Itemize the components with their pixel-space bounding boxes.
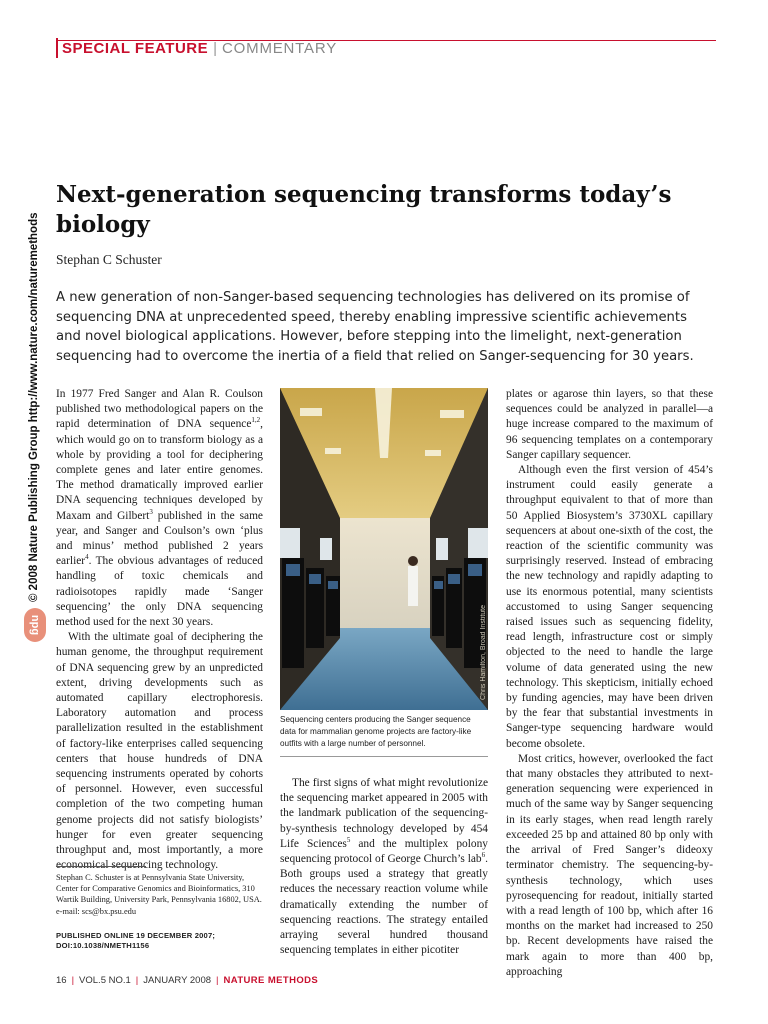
- article-abstract: A new generation of non-Sanger-based sequencing technologies has delivered on its promise of sequencing DNA at unprecedented speed, thereby enabling impressive scientific achievements and novel biological applications. However, before stepping into the limelight, next-generation sequencing had to overcome the inertia of a field that relied on Sanger-sequencing for 30 years.: [56, 290, 694, 364]
- figure-caption: Sequencing centers producing the Sanger sequence data for mammalian genome projects are factory-like outfits with a large number of personnel.: [280, 715, 472, 748]
- article-author: Stephan C Schuster: [56, 252, 162, 267]
- paragraph: [56, 387, 263, 630]
- paragraph: [280, 776, 488, 958]
- author-affiliation: [56, 872, 266, 917]
- photo-illustration: [280, 388, 488, 710]
- text-run: The first signs of what might revolutionize the sequencing market appeared in 2005 with the landmark publication of the sequencing-by-synthesis technology developed by 454 Life Sciences: [280, 777, 488, 850]
- footer-separator: |: [71, 975, 75, 986]
- affiliation-text: Stephan C. Schuster is at Pennsylvania State University, Center for Comparative Genomics and Bioinformatics, 310 Wartik Building, University Park, Pennsylvania 16802, USA.: [56, 873, 262, 905]
- article-type-label: COMMENTARY: [222, 39, 337, 57]
- copyright-side-text: [24, 212, 44, 602]
- body-column-2: [280, 776, 488, 958]
- footer-separator: |: [216, 975, 219, 986]
- text-run: . Both groups used a strategy that greatly reduces the necessary reaction volume while dramatically extending the number of sequencing reactions. The strategy entailed arraying several hundred thousand sequencing templates in either picotiter: [280, 853, 488, 957]
- page-number: 16: [56, 975, 67, 986]
- photo-credit: Chris Hamilton, Broad Institute: [480, 605, 487, 700]
- reference-marker[interactable]: 5: [346, 836, 351, 845]
- section-header: [56, 38, 337, 58]
- reference-marker[interactable]: 4: [85, 553, 89, 562]
- text-run: , which would go on to transform biology as a whole by providing a tool for deciphering complete genes and later entire genomes. The method dramatically improved earlier DNA sequencing techniques developed by Maxam and Gilbert: [56, 418, 263, 522]
- affiliation-rule: [56, 866, 146, 867]
- paragraph: plates or agarose thin layers, so that these sequences could be analyzed in parallel—a huge increase compared to the maximum of 96 sequencing templates on a contemporary Sanger capillary sequencer.: [506, 388, 713, 461]
- publication-info: [56, 931, 266, 951]
- caption-rule: [280, 756, 488, 757]
- footer-separator: |: [135, 975, 139, 986]
- paragraph: Most critics, however, overlooked the fact that many obstacles they attributed to next-generation sequencing were experienced in much of the same way by Sanger sequencing in its early stages, when read length rarely exceeded 25 bp and attained 80 bp only with the arrival of Fred Sanger’s dideoxy terminator chemistry. The sequencing-by-synthesis technology, which uses pyrosequencing for readout, initially started with a read length of 100 bp, which after 16 months on the market had increased to 250 bp. Recent developments have raised the mark again to more than 400 bp, approaching: [506, 752, 713, 978]
- sequencing-center-photo: [280, 388, 488, 710]
- paragraph: With the ultimate goal of deciphering the human genome, the throughput requirement of DNA sequencing grew by an unpredicted extent, driving developments such as automated capillary electrophoresis. Laboratory automation and process parallelization resulted in the establishment of factory-like enterprises called sequencing centers that house hundreds of DNA sequencing instruments operated by cohorts of personnel. However, even successful completion of the two competing human genome projects did not satisfy biologists’ hunger for even greater sequencing throughput and, most importantly, a more economical sequencing technology.: [56, 631, 263, 872]
- doi-link[interactable]: DOI:10.1038/NMETH1156: [56, 941, 150, 950]
- header-separator: |: [213, 39, 218, 57]
- text-run: . The obvious advantages of reduced handling of toxic chemicals and radioisotopes rapidly made ‘Sanger sequencing’ the only DNA sequencing method used for the next 30 years.: [56, 555, 263, 629]
- article-title: Next-generation sequencing transforms today’s biology: [56, 181, 672, 238]
- journal-name[interactable]: NATURE METHODS: [223, 975, 319, 986]
- section-label: SPECIAL FEATURE: [62, 39, 209, 57]
- reference-marker[interactable]: 3: [149, 507, 153, 516]
- volume-issue: VOL.5 NO.1: [79, 975, 131, 986]
- reference-marker[interactable]: 6: [481, 851, 486, 860]
- body-column-3: [506, 387, 713, 980]
- text-run: published in the same year, and Sanger and Coulson’s own ‘plus and minus’ method published 2 years earlier: [56, 509, 263, 568]
- published-online: PUBLISHED ONLINE 19 DECEMBER 2007;: [56, 931, 216, 940]
- copyright-text: © 2008 Nature Publishing Group http://www.nature.com/naturemethods: [28, 212, 40, 602]
- author-email[interactable]: e-mail: scs@bx.psu.edu: [56, 906, 137, 916]
- text-run: In 1977 Fred Sanger and Alan R. Coulson published two methodological papers on the rapid determination of DNA sequence: [56, 388, 263, 431]
- reference-marker[interactable]: 1,2: [251, 416, 261, 425]
- npg-logo-text: npg: [28, 614, 41, 636]
- text-run: and the multiplex polony sequencing protocol of George Church’s lab: [280, 837, 488, 866]
- page-footer: [56, 975, 318, 986]
- issue-date: JANUARY 2008: [143, 975, 212, 986]
- paragraph: Although even the first version of 454’s instrument could easily generate a throughput equivalent to that of more than 50 Applied Biosystem’s 3730XL capillary sequencers at about one-sixth of the cost, the reaction of the scientific community was surprisingly reserved. Instead of embracing the new technology and rapidly adapting to use its enormous potential, many scientists accustomed to using Sanger sequencing raised issues such as sequencing fidelity, read length, infrastructure cost or simply objected to the need to handle the large volume of data generated using the new technology. This skepticism, initially echoed by funding agencies, may have been driven by the fear that substantial investments in Sanger-type sequencing hardware would become obsolete.: [506, 464, 713, 750]
- npg-logo: [24, 608, 46, 642]
- body-column-1: [56, 387, 263, 874]
